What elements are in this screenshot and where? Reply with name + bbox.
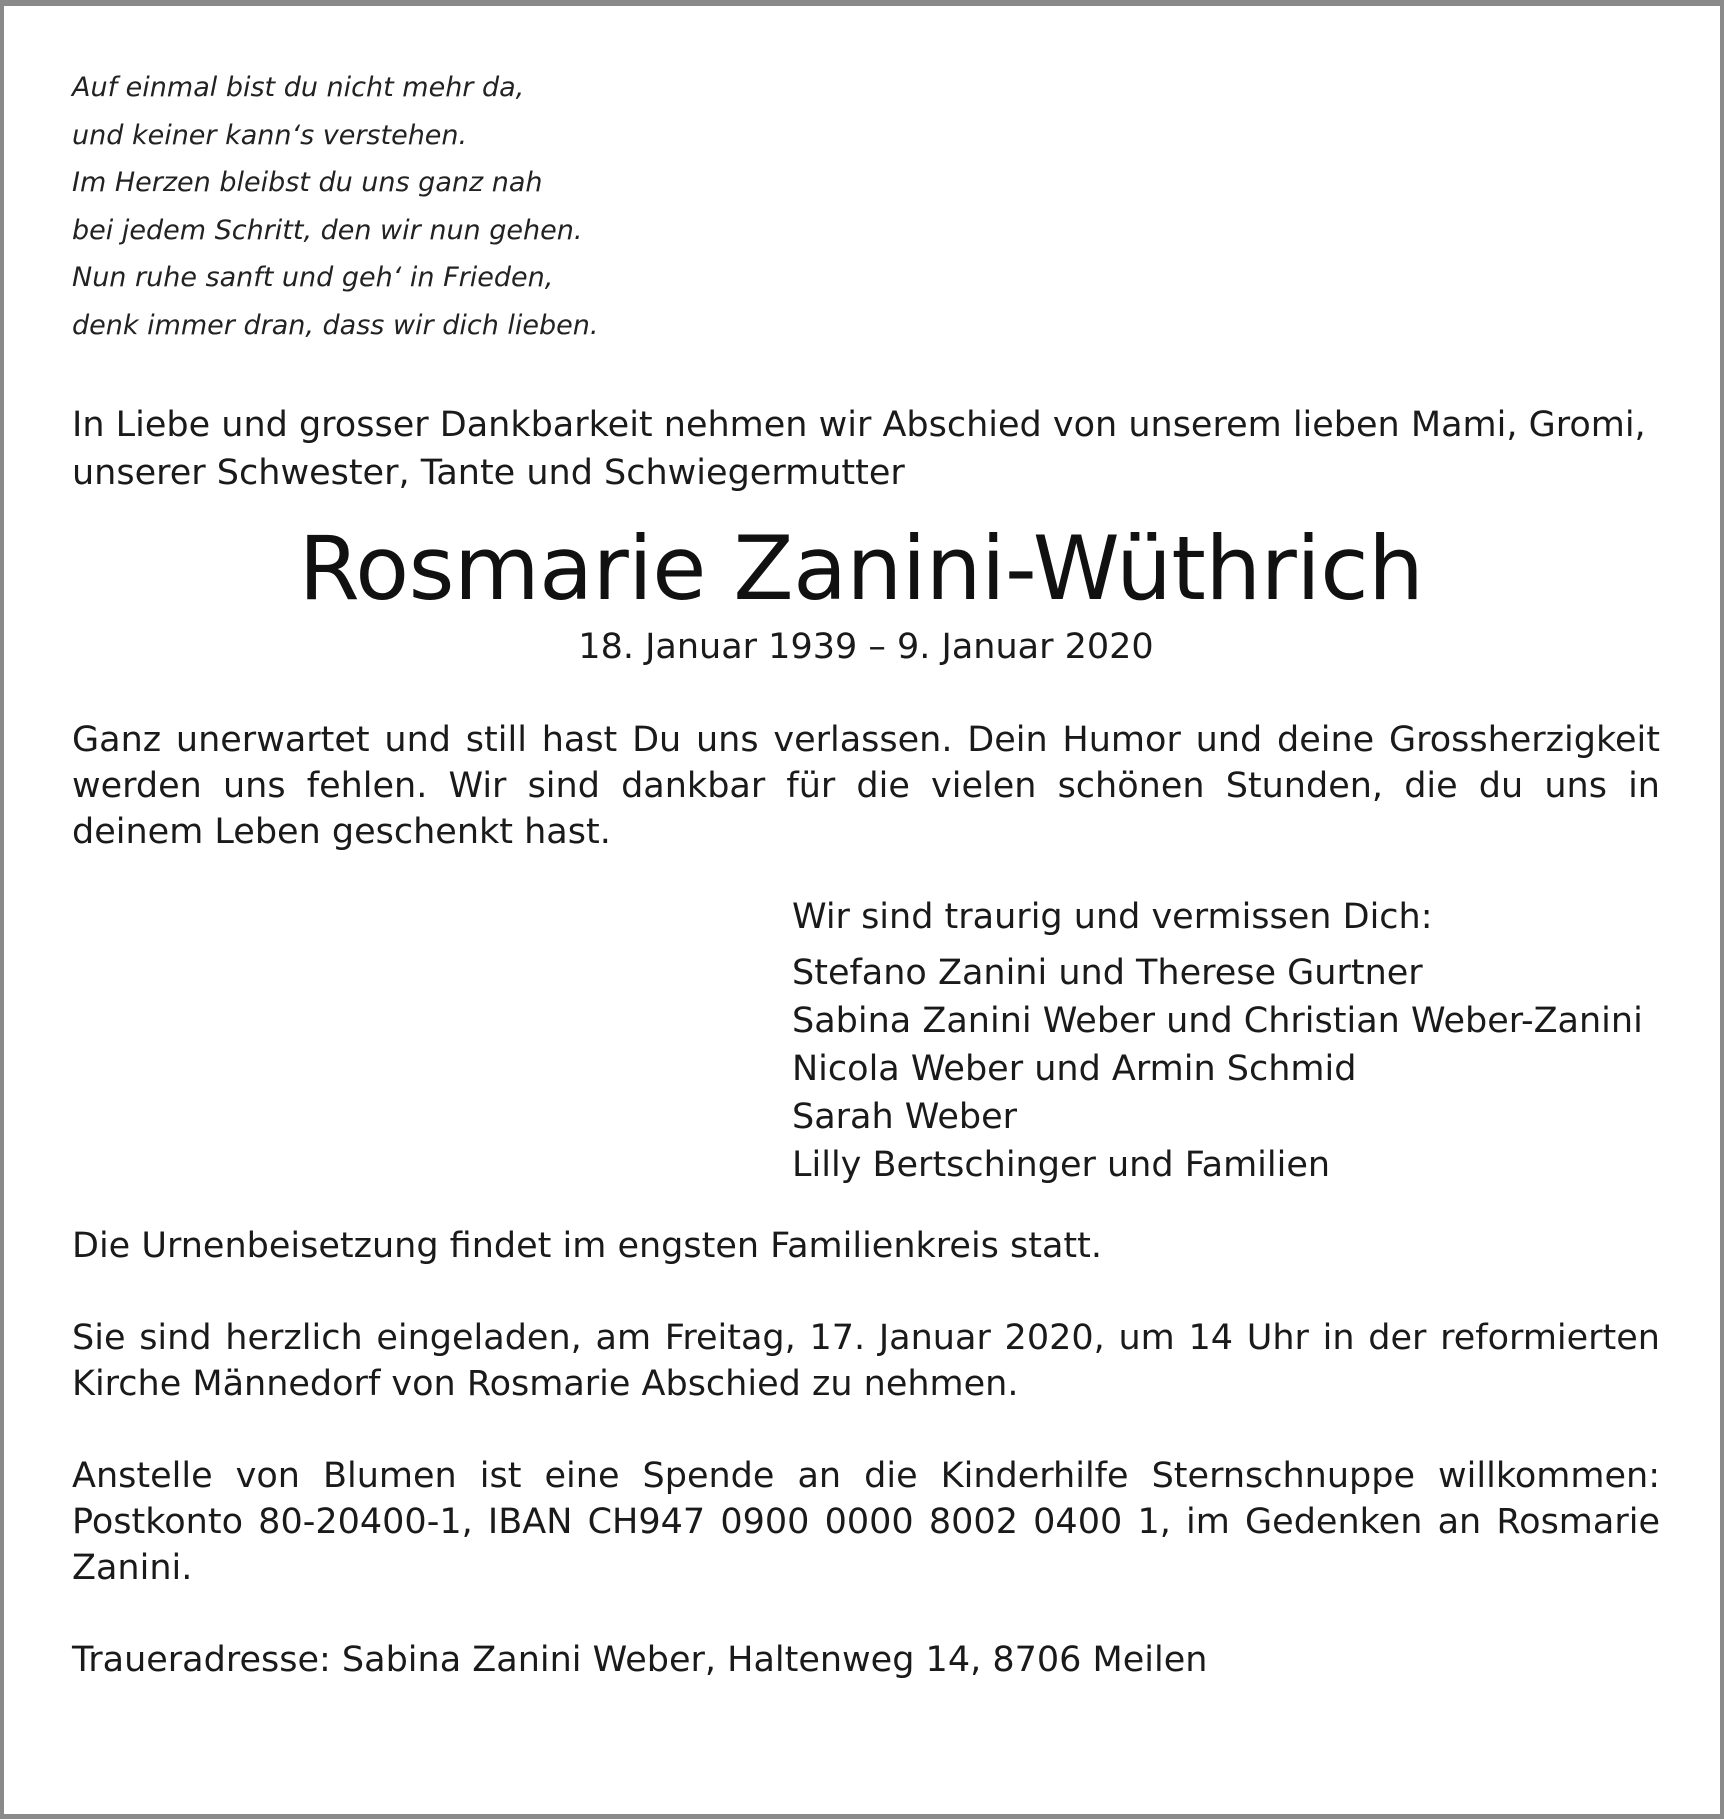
mourner-name: Lilly Bertschinger und Familien bbox=[792, 1145, 1331, 1185]
tribute-paragraph: Ganz unerwartet und still hast Du uns verlassen. Dein Humor und deine Grossherzigkeit werden uns fehlen. Wir sind dankbar für die vielen schönen Stunden, die du uns in deinem Leben geschenkt hast. bbox=[72, 720, 1660, 852]
donation-paragraph: Anstelle von Blumen ist eine Spende an die Kinderhilfe Sternschnuppe willkommen: Postkonto 80-20400-1, IBAN CH947 0900 0000 8002 0400 1, im Gedenken an Rosmarie Zanini. bbox=[72, 1456, 1660, 1588]
poem bbox=[72, 64, 1660, 349]
mourning-address: Traueradresse: Sabina Zanini Weber, Haltenweg 14, 8706 Meilen bbox=[72, 1640, 1208, 1680]
mourners-heading: Wir sind traurig und vermissen Dich: bbox=[792, 897, 1433, 937]
poem-line: Nun ruhe sanft und geh‘ in Frieden, bbox=[72, 262, 554, 293]
poem-line: Auf einmal bist du nicht mehr da, bbox=[72, 72, 525, 103]
poem-line: Im Herzen bleibst du uns ganz nah bbox=[72, 167, 543, 198]
poem-line: denk immer dran, dass wir dich lieben. bbox=[72, 309, 599, 341]
poem-line: und keiner kann‘s verstehen. bbox=[72, 119, 468, 151]
mourner-name: Sarah Weber bbox=[792, 1097, 1018, 1137]
mourner-name: Nicola Weber und Armin Schmid bbox=[792, 1049, 1357, 1089]
mourner-name: Sabina Zanini Weber und Christian Weber-Zanini bbox=[792, 1001, 1643, 1041]
obituary-content bbox=[72, 64, 1660, 1683]
burial-note: Die Urnenbeisetzung findet im engsten Familienkreis statt. bbox=[72, 1226, 1103, 1266]
life-dates: 18. Januar 1939 – 9. Januar 2020 bbox=[578, 627, 1154, 667]
intro-text: In Liebe und grosser Dankbarkeit nehmen wir Abschied von unserem lieben Mami, Gromi, unserer Schwester, Tante und Schwiegermutter bbox=[72, 405, 1646, 493]
mourners-list bbox=[792, 893, 1660, 1189]
invitation-paragraph: Sie sind herzlich eingeladen, am Freitag, 17. Januar 2020, um 14 Uhr in der reformierten Kirche Männedorf von Rosmarie Abschied zu nehmen. bbox=[72, 1318, 1660, 1404]
mourner-name: Stefano Zanini und Therese Gurtner bbox=[792, 953, 1423, 993]
deceased-name: Rosmarie Zanini-Wüthrich bbox=[298, 517, 1424, 620]
poem-line: bei jedem Schritt, den wir nun gehen. bbox=[72, 214, 583, 246]
